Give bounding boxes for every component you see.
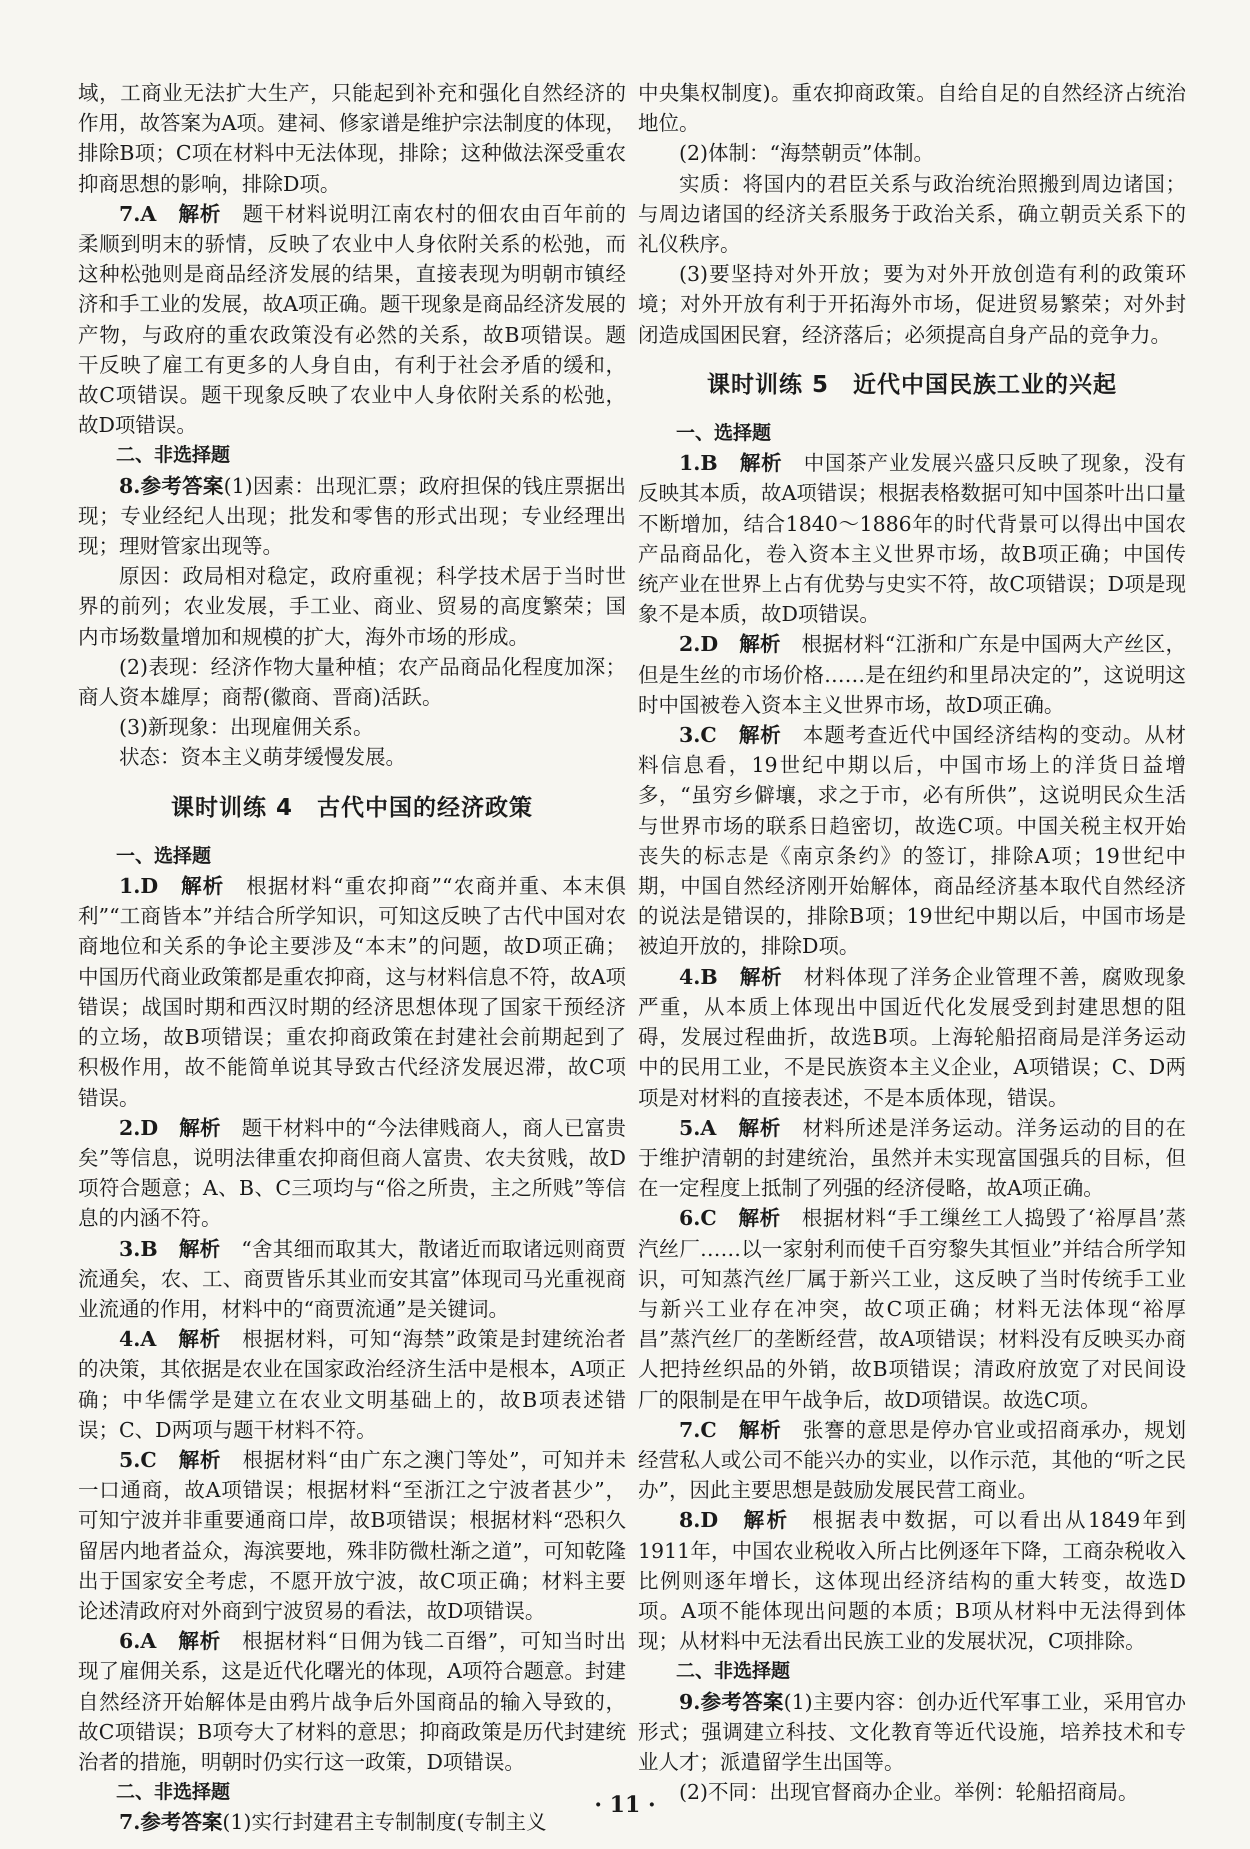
question-number: 4.A	[119, 1327, 157, 1352]
question-number: 3.C	[679, 723, 717, 748]
answer-item	[78, 1234, 626, 1325]
answer-text: 根据材料“江浙和广东是中国两大产丝区，但是生丝的市场价格……是在纽约和里昂决定的”，这说明这时中国被卷入资本主义世界市场，故D项正确。	[638, 632, 1187, 717]
answer-item	[78, 199, 626, 441]
analysis-label: 解析	[738, 1115, 782, 1140]
question-number: 1.B	[679, 451, 718, 476]
question-number: 5.A	[679, 1115, 717, 1140]
paragraph: 实质：将国内的君臣关系与政治统治照搬到周边诸国；与周边诸国的经济关系服务于政治关系，确立朝贡关系下的礼仪秩序。	[638, 171, 1186, 257]
question-number: 8.D	[679, 1508, 719, 1533]
answer-item	[638, 1203, 1186, 1414]
question-number: 9.参考答案	[679, 1689, 784, 1714]
answer-item	[78, 1113, 626, 1234]
answer-text: 材料体现了洋务企业管理不善，腐败现象严重，从本质上体现出中国近代化发展受到封建思想的阻碍，发展过程曲折，故选B项。上海轮船招商局是洋务运动中的民用工业，不是民族资本主义企业，A项错误；C、D两项是对材料的直接表述，不是本质体现，错误。	[638, 964, 1187, 1110]
answer-text: 中国茶产业发展兴盛只反映了现象，没有反映其本质，故A项错误；根据表格数据可知中国茶叶出口量不断增加，结合1840～1886年的时代背景可以得出中国农产品商品化，卷入资本主义世界市场，故B项正确；中国传统产业在世界上占有优势与史实不符，故C项错误；D项是现象不是本质，故D项错误。	[638, 451, 1187, 627]
answer-text: 根据材料“手工缫丝工人捣毁了‘裕厚昌’蒸汽丝厂……以一家射利而使千百穷黎失其恒业”并结合所学知识，可知蒸汽丝厂属于新兴工业，这反映了当时传统手工业与新兴工业存在冲突，故C项正确；材料无法体现“裕厚昌”蒸汽丝厂的垄断经营，故A项错误；材料没有反映买办商人把持丝织品的外销，故B项错误；清政府放宽了对民间设厂的限制是在甲午战争后，故D项错误。故选C项。	[638, 1206, 1187, 1412]
lesson-title: 课时训练 5 近代中国民族工业的兴起	[706, 371, 1117, 398]
paragraph: (2)不同：出现官督商办企业。举例：轮船招商局。	[679, 1780, 1139, 1805]
section-heading: 一、选择题	[116, 844, 212, 867]
answer-text: (1)因素：出现汇票；政府担保的钱庄票据出现；专业经纪人出现；批发和零售的形式出现；专业经理出现；理财管家出现等。	[78, 473, 626, 559]
answer-text: 本题考查近代中国经济结构的变动。从材料信息看，19世纪中期以后，中国市场上的洋货日益增多，“虽穷乡僻壤，求之于市，必有所供”，这说明民众生活与世界市场的联系日趋密切，故选C项。中国关税主权开始丧失的标志是《南京条约》的签订，排除A项；19世纪中期，中国自然经济刚开始解体，商品经济基本取代自然经济的说法是错误的，排除B项；19世纪中期以后，中国市场是被迫开放的，排除D项。	[638, 723, 1187, 959]
analysis-label: 解析	[738, 1206, 781, 1231]
answer-text: 题干材料说明江南农村的佃农由百年前的柔顺到明末的骄情，反映了农业中人身依附关系的松弛，而这种松弛则是商品经济发展的结果，直接表现为明朝市镇经济和手工业的发展，故A项正确。题干现象是商品经济发展的产物，与政府的重农政策没有必然的关系，故B项错误。题干反映了雇工有更多的人身自由，有利于社会矛盾的缓和，故C项错误。题干现象反映了农业中人身依附关系的松弛，故D项错误。	[78, 201, 627, 438]
answer-item	[638, 1415, 1186, 1506]
watermark-shape: ​	[253, 584, 307, 750]
section-heading: 二、非选择题	[116, 444, 231, 467]
question-number: 2.D	[119, 1115, 159, 1140]
answer-text: 题干材料中的“今法律贱商人，商人已富贵矣”等信息，说明法律重农抑商但商人富贵、农夫贫贱，故D项符合题意；A、B、C三项均与“俗之所贵，主之所贱”等信息的内涵不符。	[78, 1115, 627, 1231]
answer-item	[78, 1626, 626, 1777]
paragraph: (2)体制：“海禁朝贡”体制。	[679, 141, 934, 166]
answer-text: 材料所述是洋务运动。洋务运动的目的在于维护清朝的封建统治，虽然并未实现富国强兵的目标，但在一定程度上抵制了列强的经济侵略，故A项正确。	[638, 1115, 1187, 1201]
question-number: 5.C	[119, 1447, 157, 1472]
analysis-label: 解析	[178, 201, 222, 226]
answer-item	[638, 1505, 1186, 1656]
paragraph: (2)表现：经济作物大量种植；农产品商品化程度加深；商人资本雄厚；商帮(徽商、晋商)活跃。	[78, 654, 626, 710]
question-number: 7.C	[679, 1417, 717, 1442]
analysis-label: 解析	[178, 1447, 222, 1472]
answer-item	[638, 962, 1186, 1113]
analysis-label: 解析	[178, 1629, 221, 1654]
answer-item	[638, 1687, 1186, 1778]
paragraph: (3)新现象：出现雇佣关系。	[119, 715, 374, 740]
answer-text: 根据表中数据，可以看出从1849年到1911年，中国农业税收入所占比例逐年下降，工商杂税收入比例则逐年增长，这体现出经济结构的重大转变，故选D项。A项不能体现出问题的本质；B项从材料中无法得到体现；从材料中无法看出民族工业的发展状况，C项排除。	[638, 1508, 1187, 1654]
page-number: · 11 ·	[594, 1792, 656, 1818]
answer-text: “舍其细而取其大，散诸近而取诸远则商贾流通矣，农、工、商贾皆乐其业而安其富”体现司马光重视商业流通的作用，材料中的“商贾流通”是关键词。	[78, 1236, 627, 1321]
answer-text: 张謇的意思是停办官业或招商承办，规划经营私人或公司不能兴办的实业，以作示范，其他的“听之民办”，因此主要思想是鼓励发展民营工商业。	[638, 1417, 1187, 1503]
answer-text: (1)实行封建君主专制制度(专制主义	[222, 1810, 547, 1835]
section-heading: 二、非选择题	[676, 1660, 791, 1683]
answer-item	[78, 1445, 626, 1626]
answer-text: 根据材料“由广东之澳门等处”，可知并未一口通商，故A项错误；根据材料“至浙江之宁波者甚少”，可知宁波并非重要通商口岸，故B项错误；根据材料“恐积久留居内地者益众，海滨要地，殊非防微杜渐之道”，可知乾隆出于国家安全考虑，不愿开放宁波，故C项正确；材料主要论述清政府对外商到宁波贸易的看法，故D项错误。	[78, 1447, 627, 1623]
answer-item	[78, 871, 626, 1113]
analysis-label: 解析	[738, 723, 782, 748]
analysis-label: 解析	[739, 964, 783, 989]
lesson-title: 课时训练 4 古代中国的经济政策	[170, 794, 533, 821]
paragraph: (3)要坚持对外开放；要为对外开放创造有利的政策环境；对外开放有利于开拓海外市场，促进贸易繁荣；对外封闭造成国困民窘，经济落后；必须提高自身产品的竞争力。	[638, 262, 1186, 347]
right-column	[638, 78, 1186, 1807]
answer-text: 根据材料，可知“海禁”政策是封建统治者的决策，其依据是农业在国家政治经济生活中是根本，A项正确；中华儒学是建立在农业文明基础上的，故B项表述错误；C、D两项与题干材料不符。	[78, 1327, 627, 1442]
analysis-label: 解析	[743, 1508, 790, 1533]
answer-item	[78, 1324, 626, 1445]
paragraph: 原因：政局相对稳定，政府重视；科学技术居于当时世界的前列；农业发展，手工业、商业、贸易的高度繁荣；国内市场数量增加和规模的扩大，海外市场的形成。	[78, 564, 626, 649]
section-heading: 二、非选择题	[116, 1781, 231, 1804]
answer-item	[638, 1113, 1186, 1204]
question-number: 8.参考答案	[119, 473, 224, 498]
paragraph: 域，工商业无法扩大生产，只能起到补充和强化自然经济的作用，故答案为A项。建祠、修家谱是维护宗法制度的体现，排除B项；C项在材料中无法体现，排除；这种做法深受重农抑商思想的影响，排除D项。	[78, 81, 626, 196]
left-column	[78, 78, 626, 1838]
question-number: 6.A	[119, 1629, 157, 1654]
question-number: 3.B	[119, 1236, 158, 1261]
question-number: 4.B	[679, 964, 718, 989]
question-number: 6.C	[679, 1206, 717, 1231]
answer-item	[78, 471, 626, 562]
question-number: 7.A	[119, 201, 157, 226]
question-number: 2.D	[679, 632, 719, 657]
analysis-label: 解析	[739, 632, 781, 657]
analysis-label: 解析	[178, 1236, 221, 1261]
question-number: 1.D	[119, 874, 159, 899]
analysis-label: 解析	[181, 874, 225, 899]
answer-text: 根据材料“日佣为钱二百缗”，可知当时出现了雇佣关系，这是近代化曙光的体现，A项符合题意。封建自然经济开始解体是由鸦片战争后外国商品的输入导致的，故C项错误；B项夸大了材料的意思；抑商政策是历代封建统治者的措施，明朝时仍实行这一政策，D项错误。	[78, 1629, 627, 1774]
analysis-label: 解析	[739, 451, 783, 476]
answer-item	[638, 720, 1186, 962]
paragraph: 中央集权制度)。重农抑商政策。自给自足的自然经济占统治地位。	[638, 81, 1186, 136]
section-heading: 一、选择题	[676, 422, 772, 445]
question-number: 7.参考答案	[119, 1810, 223, 1835]
analysis-label: 解析	[179, 1115, 221, 1140]
analysis-label: 解析	[178, 1327, 221, 1352]
answer-text: 根据材料“重农抑商”“农商并重、本末俱利”“工商皆本”并结合所学知识，可知这反映了古代中国对农商地位和关系的争论主要涉及“本末”的问题，故D项正确；中国历代商业政策都是重农抑商，这与材料信息不符，故A项错误；战国时期和西汉时期的经济思想体现了国家干预经济的立场，故B项错误；重农抑商政策在封建社会前期起到了积极作用，故不能简单说其导致古代经济发展迟滞，故C项错误。	[78, 874, 627, 1110]
analysis-label: 解析	[738, 1417, 782, 1442]
answer-item	[638, 629, 1186, 720]
answer-text: (1)主要内容：创办近代军事工业，采用官办形式；强调建立科技、文化教育等近代设施，培养技术和专业人才；派遣留学生出国等。	[638, 1689, 1186, 1774]
answer-item	[638, 448, 1186, 629]
paragraph: 状态：资本主义萌芽缓慢发展。	[119, 745, 406, 770]
